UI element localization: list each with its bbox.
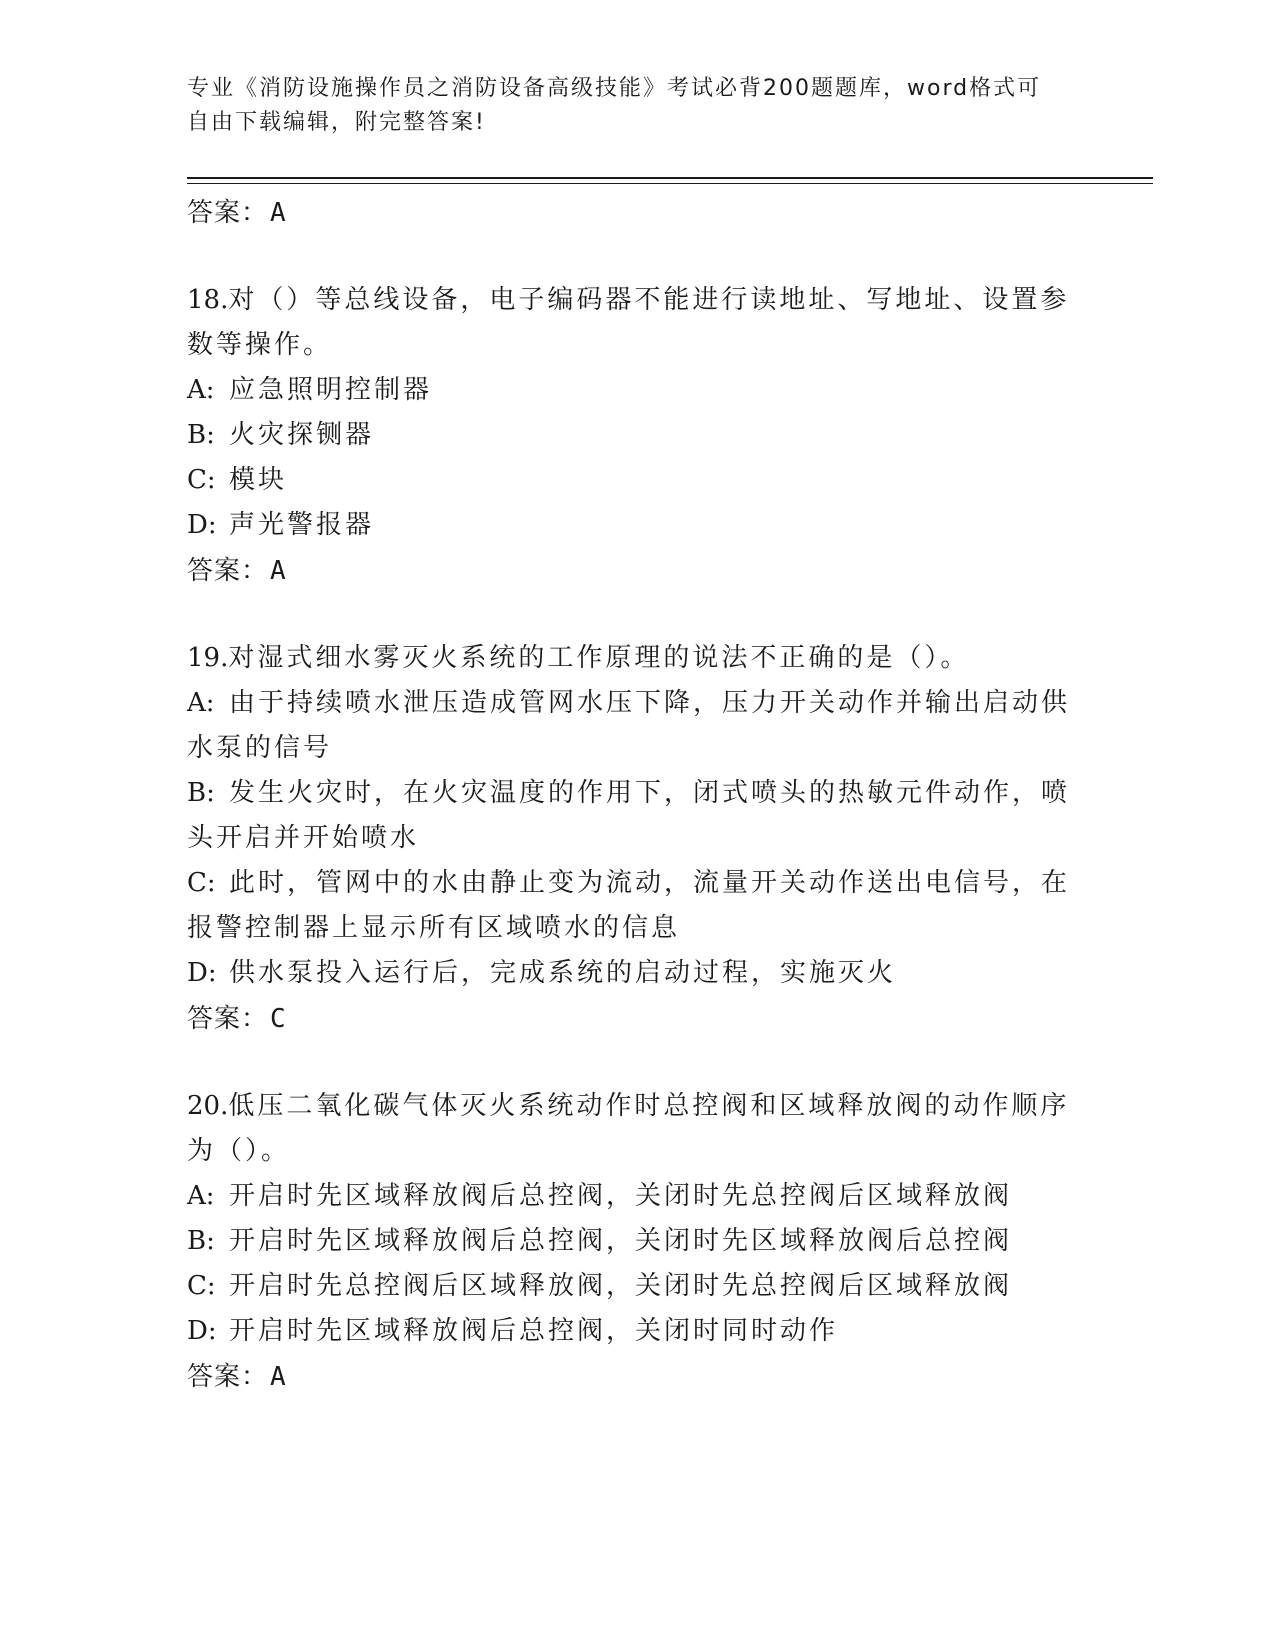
option-c-continued: 报警控制器上显示所有区域喷水的信息 [187, 913, 681, 943]
option-d [187, 951, 1087, 996]
option-text: 应急照明控制器 [229, 375, 433, 405]
answer-value: C [270, 1004, 287, 1034]
option-key: D: [187, 510, 217, 540]
option-b [187, 413, 1087, 458]
option-c [187, 1264, 1087, 1309]
header-divider-thin [187, 183, 1153, 184]
question-19 [187, 636, 1087, 1042]
header-divider [187, 177, 1153, 179]
question-stem-line-1: 低压二氧化碳气体灭火系统动作时总控阀和区域释放阀的动作顺序 [228, 1091, 1070, 1121]
question-number: 19. [187, 643, 229, 673]
option-key: C: [187, 868, 216, 898]
option-text: 火灾探铡器 [229, 420, 375, 450]
header-line-2: 自由下载编辑，附完整答案! [187, 110, 486, 135]
answer-value: A [270, 556, 287, 586]
option-text: 开启时先区域释放阀后总控阀，关闭时先总控阀后区域释放阀 [229, 1181, 1013, 1211]
question-answer [187, 996, 1087, 1042]
question-answer [187, 548, 1087, 594]
question-stem [187, 1084, 1087, 1129]
option-b [187, 771, 1087, 816]
option-text: 开启时先总控阀后区域释放阀，关闭时先总控阀后区域释放阀 [229, 1271, 1013, 1301]
answer-value: A [270, 1362, 287, 1392]
question-stem-line-1: 对（）等总线设备，电子编码器不能进行读地址、写地址、设置参 [228, 285, 1070, 315]
answer-value: A [270, 198, 287, 228]
question-stem [187, 278, 1087, 323]
answer-label: 答案： [187, 556, 269, 586]
option-text: 发生火灾时，在火灾温度的作用下，闭式喷头的热敏元件动作，喷 [229, 778, 1071, 808]
option-key: A: [187, 688, 215, 718]
document-header [187, 72, 1087, 140]
header-line-1: 专业《消防设施操作员之消防设备高级技能》考试必背200题题库，word格式可 [187, 76, 1042, 101]
option-text: 此时，管网中的水由静止变为流动，流量开关动作送出电信号，在 [229, 868, 1071, 898]
option-key: D: [187, 958, 217, 988]
question-stem-line-1: 对湿式细水雾灭火系统的工作原理的说法不正确的是（）。 [228, 643, 970, 673]
option-b [187, 1219, 1087, 1264]
option-key: D: [187, 1316, 217, 1346]
question-answer [187, 1354, 1087, 1400]
option-key: C: [187, 1271, 216, 1301]
option-text: 供水泵投入运行后，完成系统的启动过程，实施灭火 [229, 958, 897, 988]
previous-answer [187, 190, 1087, 236]
option-key: C: [187, 465, 216, 495]
option-d [187, 503, 1087, 548]
option-a [187, 1174, 1087, 1219]
question-list [187, 190, 1087, 1400]
question-20 [187, 1084, 1087, 1400]
option-key: A: [187, 1181, 215, 1211]
question-stem-line-2: 数等操作。 [187, 330, 333, 360]
question-number: 20. [187, 1091, 229, 1121]
option-key: A: [187, 375, 215, 405]
option-d [187, 1309, 1087, 1354]
option-key: B: [187, 1226, 215, 1256]
option-text: 开启时先区域释放阀后总控阀，关闭时同时动作 [229, 1316, 839, 1346]
answer-label: 答案： [187, 1362, 269, 1392]
question-18 [187, 278, 1087, 594]
option-text: 声光警报器 [229, 510, 375, 540]
option-c [187, 458, 1087, 503]
option-text: 开启时先区域释放阀后总控阀，关闭时先区域释放阀后总控阀 [229, 1226, 1013, 1256]
question-number: 18. [187, 285, 229, 315]
option-key: B: [187, 420, 215, 450]
option-text: 由于持续喷水泄压造成管网水压下降，压力开关动作并输出启动供 [229, 688, 1071, 718]
option-a [187, 681, 1087, 726]
option-text: 模块 [229, 465, 288, 495]
option-key: B: [187, 778, 215, 808]
option-a-continued: 水泵的信号 [187, 733, 333, 763]
option-b-continued: 头开启并开始喷水 [187, 823, 420, 853]
question-stem-line-2: 为（）。 [187, 1136, 291, 1166]
option-c [187, 861, 1087, 906]
question-stem [187, 636, 1087, 681]
answer-label: 答案： [187, 198, 269, 228]
answer-label: 答案： [187, 1004, 269, 1034]
option-a [187, 368, 1087, 413]
